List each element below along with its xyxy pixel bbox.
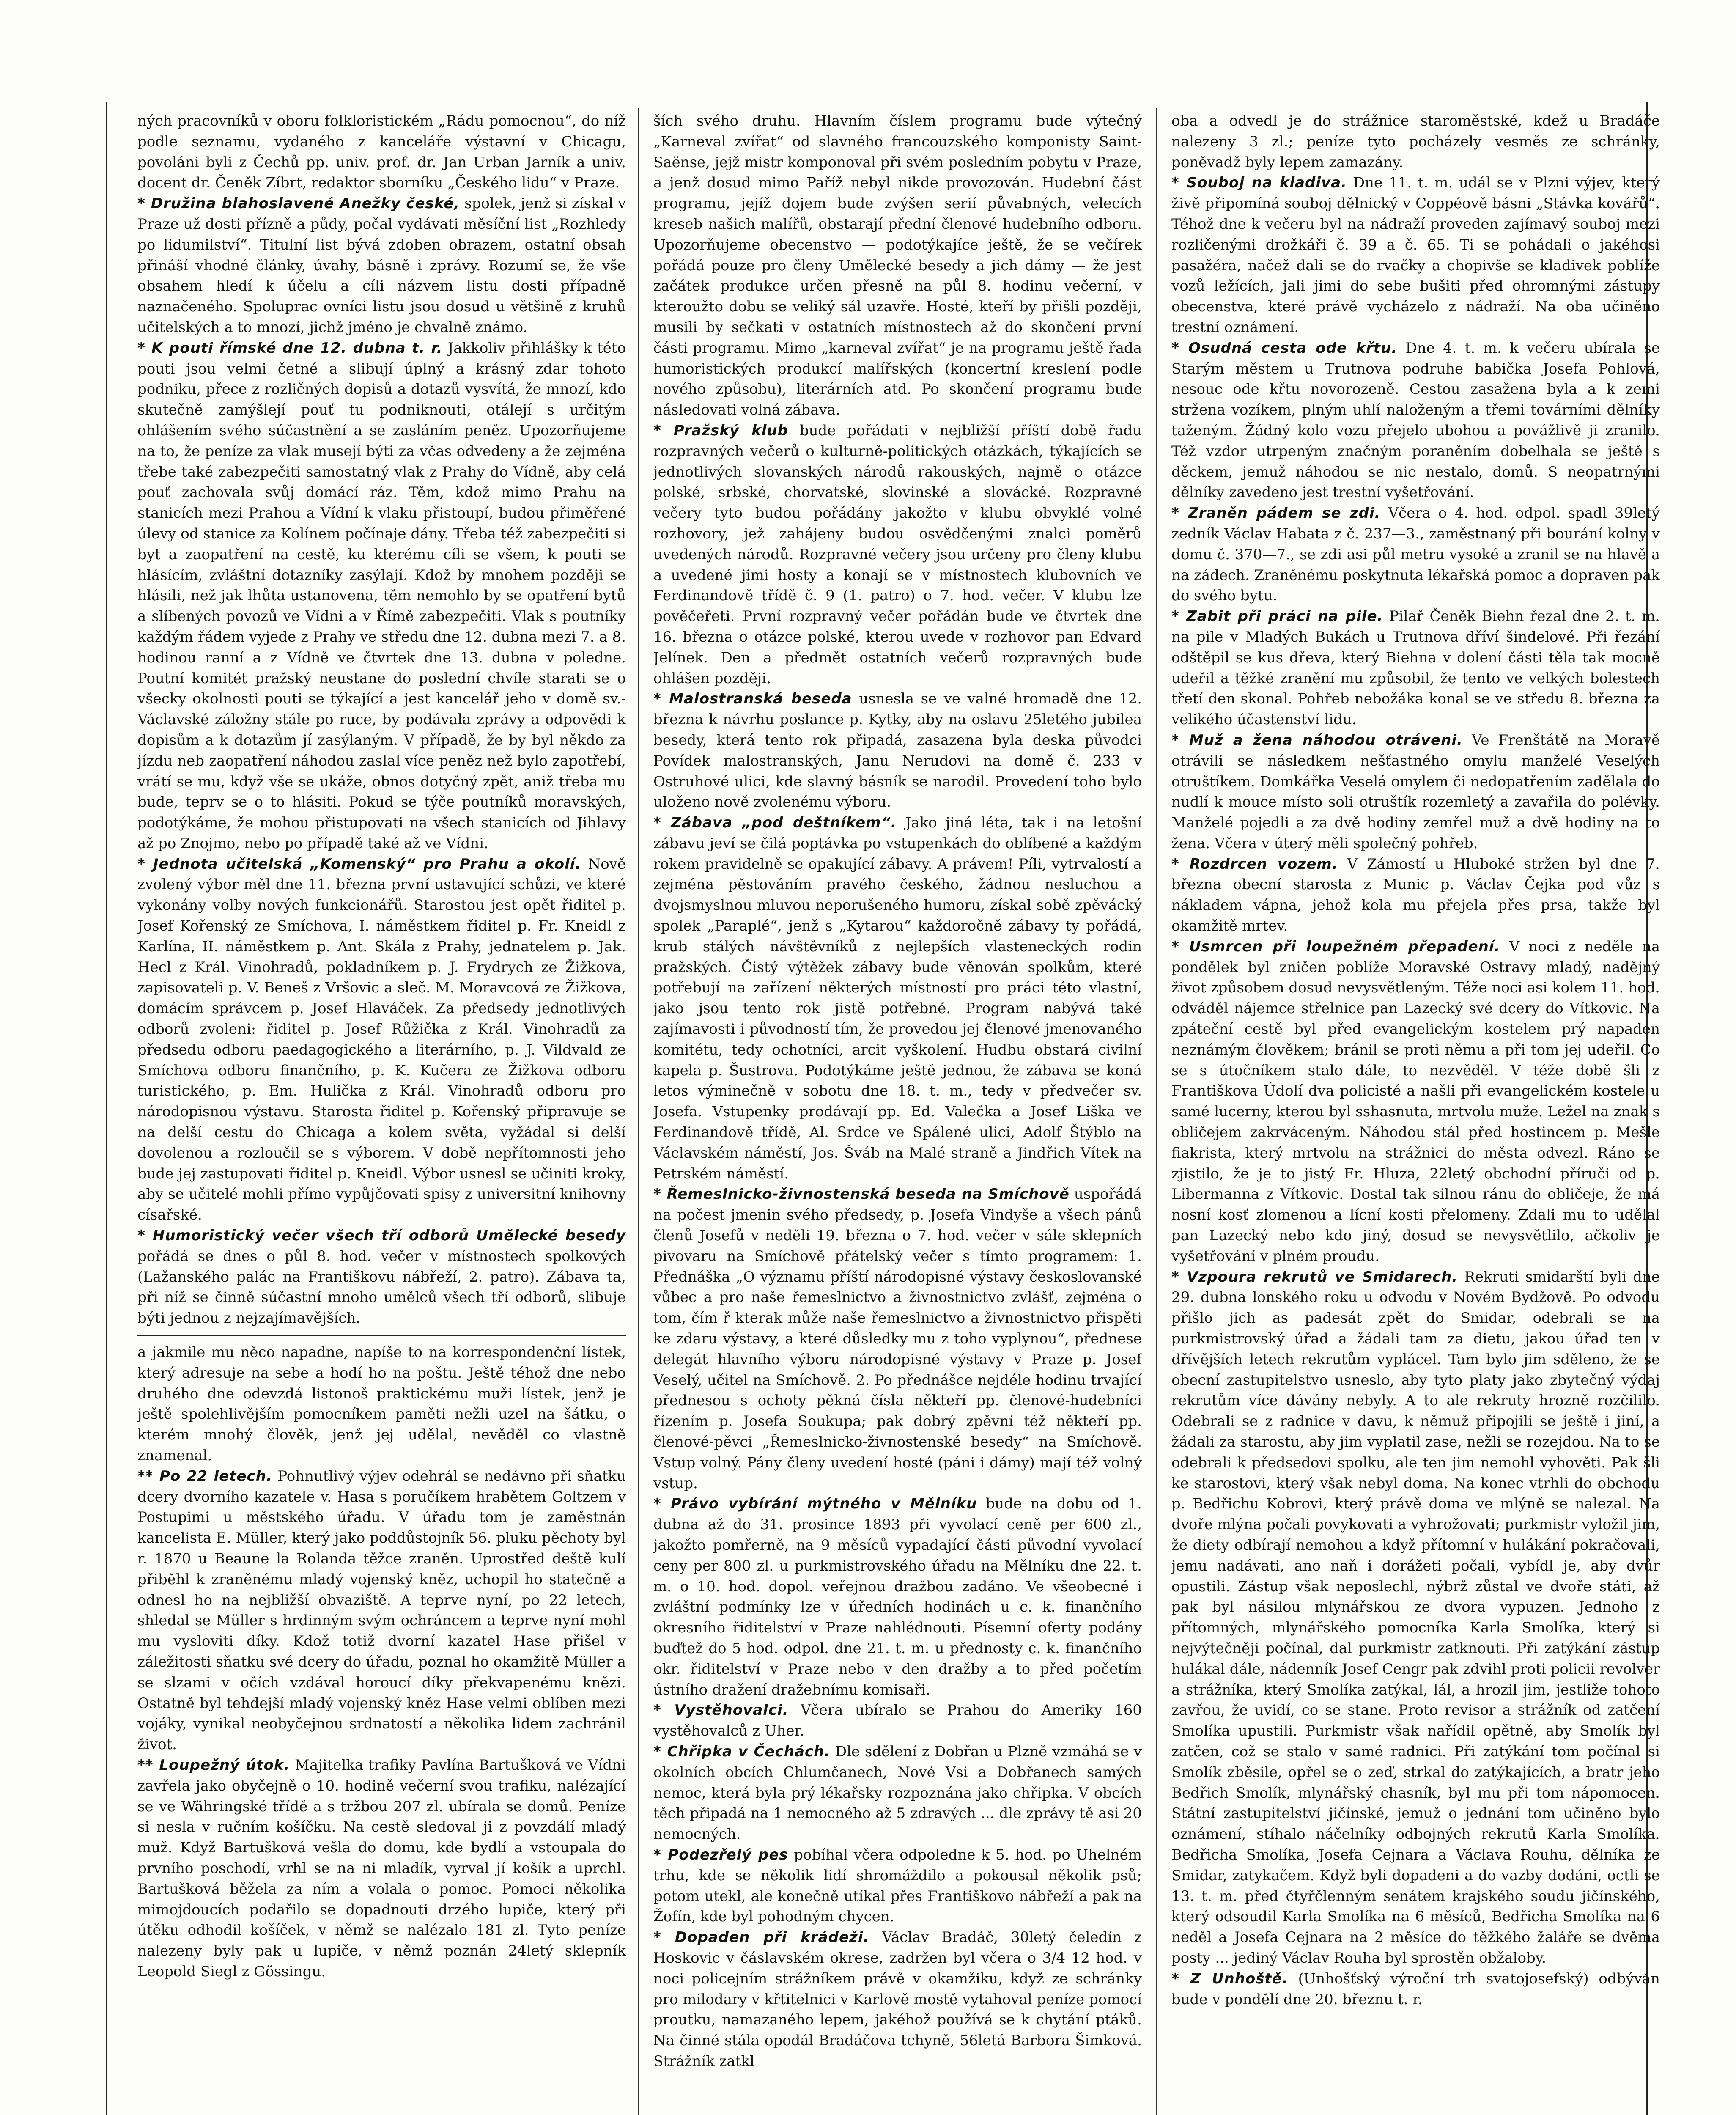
news-text: Včera o 4. hod. odpol. spadl 39letý zedník Václav Habata z č. 237—3., zaměstnaný při bourání kolny v domu č. 370—7., se zdi asi půl metru vysoké a zranil se na hlavě a na zádech. Zraněnému poskytnuta lékařská pomoc a dopraven pak do svého bytu. — [1171, 505, 1660, 604]
news-headline: * Dopaden při krádeži. — [653, 1929, 869, 1946]
news-headline: * Malostranská beseda — [653, 690, 852, 708]
news-text: uspořádá na počest jmenin svého předsedy, p. Josefa Vindyše a všech pánů členů Josefů v neděli 19. března o 7. hod. večer v sále sklepních pivovaru na Smíchově přátelský večer s tímto programem: 1. Přednáška „O významu příští národopisné výstavy českoslovanské vůbec a pro naše řemeslnictvo a živnostnictvo zvlášť, zejména o tom, čím ř kterak může naše řemeslnictvo a živnostnictvo přispěti ke zdaru výstavy, a které důsledky mu z toho vyplynou“, přednese delegát hlavního výboru národopisné výstavy v Praze p. Josef Veselý, učitel na Smíchově. 2. Po přednášce nejdéle hodinu trvající přednesou s ochoty pěkná čísla někteří pp. členové-hudebníci řízením p. Josefa Soukupa; pak dobrý zpěvní též někteří pp. členové-pěvci „Řemeslnicko-živnostenské besedy“ na Smíchově. Vstup volný. Pány členy uvedení hosté (páni i dámy) mají též volný vstup. — [653, 1186, 1142, 1492]
news-text: ných pracovníků v oboru folkloristickém „Rádu pomocnou“, do níž podle seznamu, vydaného z kanceláře výstavní v Chicagu, povoláni byli z Čechů pp. univ. prof. dr. Jan Urban Jarník a univ. docent dr. Čeněk Zíbrt, redaktor sborníku „Českého lidu“ v Praze. — [137, 113, 626, 192]
news-text: ších svého druhu. Hlavním číslem programu bude výtečný „Karneval zvířat“ od slavného francouzského komponisty Saint-Saënse, jejž mistr komponoval při svém posledním pobytu v Praze, a jenž dosud mimo Paříž nebyl nikde provozován. Hudební část programu, jejíž dojem bude zvýšen serií půvabných, velecích kreseb našich malířů, obstarají přední členové hudebního odboru. Upozorňujeme obecenstvo — podotýkajíce ještě, že se večírek pořádá pouze pro členy Umělecké besedy a jich dámy — že jest začátek produkce určen přesně na půl 8. hodinu večerní, v kteroužto dobu se veliký sál uzavře. Hosté, kteří by přišli později, musili by sečkati v ostatních místnostech až do skončení první části programu. Mimo „karneval zvířat“ je na programu ještě řada humoristických produkcí malířských (koncertní kreslení podle nového způsobu), literárních atd. Po skončení programu bude následovati volná zábava. — [653, 113, 1142, 419]
column-1 — [137, 111, 626, 2115]
news-text: a jakmile mu něco napadne, napíše to na korrespondenční lístek, který adresuje na sebe a hodí ho na poštu. Ještě téhož dne nebo druhého dne odevzdá listonoš praktickému muži lístek, jenž je ještě spolehlivějším pomocníkem paměti nežli uzel na šátku, o kterém mnohý člověk, jenž jej udělal, nevěděl co vlastně znamenal. — [137, 1344, 626, 1464]
section-separator — [137, 1335, 626, 1336]
news-item — [1171, 1267, 1660, 1969]
news-item — [653, 1184, 1142, 1494]
column-3 — [1171, 111, 1660, 2115]
article-block — [137, 1342, 626, 1982]
news-item — [1171, 730, 1660, 854]
news-item — [653, 111, 1142, 420]
news-headline: * Podezřelý pes — [653, 1846, 788, 1863]
news-item — [137, 854, 626, 1225]
news-headline: * Muž a žena náhodou otráveni. — [1171, 731, 1463, 749]
news-text: pořádá se dnes o půl 8. hod. večer v místnostech spolkových (Lažanského palác na Františkovu nábřeží, 2. patro). Zábava ta, při níž se činně súčastní mnoho umělců všech tří odborů, slibuje býti jednou z nejzajímavějších. — [137, 1247, 626, 1327]
news-item — [137, 1755, 626, 1982]
news-headline: * Zraněn pádem se zdi. — [1171, 505, 1381, 522]
news-text: Václav Bradáč, 30letý čeledín z Hoskovic v čáslavském okrese, zadržen byl včera o 3/4 12 hod. v noci policejním strážníkem právě v okamžiku, když ze schránky pro milodary v křtitelnici v Karlově mostě vytahoval peníze pomocí proutku, namazaného lepem, jakéhož používá se k chytání ptáků. Na činné stála opodál Bradáčova tchyně, 56letá Barbora Šimková. Strážník zatkl — [653, 1929, 1142, 2070]
news-text: Pohnutlivý výjev odehrál se nedávno při sňatku dcery dvorního kazatele v. Hasa s poručíkem hrabětem Goltzem v Postupimi u městského úřadu. V úřadu tom je zaměstnán kancelista E. Müller, který jako poddůstojník 56. pluku pěchoty byl r. 1870 u Beaune la Rolanda těžce zraněn. Uprostřed deště kulí přiběhl k zraněnému mladý vojenský kněz, uchopil ho statečně a odnesl ho na nejbližší obvaziště. A teprve nyní, po 22 letech, shledal se Müller s hrdinným svým ochráncem a teprve nyní mohl mu vysloviti díky. Kdož totiž dvorní kazatel Hase přišel v záležitosti sňatku své dcery do úřadu, poznal ho okamžitě Müller a se slzami v očích vzdával horoucí díky překvapenému knězi. Ostatně byl tehdejší mladý vojenský kněz Hase velmi oblíben mezi vojáky, vynikal neobyčejnou srdnatostí a několika lidem zachránil život. — [137, 1467, 626, 1753]
news-headline: * Vystěhovalci. — [653, 1702, 789, 1719]
news-item — [1171, 1969, 1660, 2010]
news-item — [137, 1466, 626, 1755]
news-headline: * Osudná cesta ode křtu. — [1171, 339, 1398, 357]
news-text: Pilař Čeněk Biehn řezal dne 2. t. m. na pile v Mladých Bukách u Trutnova dříví šindelové. Při řezání odštěpil se kus dřeva, který Biehna v dolení části těla tak mocně udeřil a těžké zranění mu způsobil, že tento ve velkých bolestech třetí den skonal. Pohřeb nebožáka konal se ve středu 8. března za velikého účastenství lidu. — [1171, 608, 1660, 728]
news-item — [653, 1494, 1142, 1700]
news-headline: * Humoristický večer všech tří odborů Umělecké besedy — [137, 1227, 626, 1244]
news-item — [137, 338, 626, 854]
news-item — [653, 813, 1142, 1184]
news-text: Ve Frenštátě na Moravě otrávili se následkem nešťastného omylu manželé Veselých otruštíkem. Domkářka Veselá omylem či nedopatřením zadělala do nudlí k mouce místo soli otruštík rozemletý a zavařila do polévky. Manželé pojedli a za dvě hodiny zemřel muž a dvě hodiny na to žena. Včera v úterý měli společný pohřeb. — [1171, 731, 1660, 852]
news-text: Dne 11. t. m. udál se v Plzni výjev, který živě připomíná souboj dělnický v Coppéově básni „Stávka kovářů“. Téhož dne k večeru byl na nádraží proveden zajímavý souboj mezi rozličenými drožkáři č. 39 a č. 65. Ti se pohádali o jakéhosi pasažéra, načež dali se do rvačky a chopivše se kladivek poblíže vozů ležících, jali jimi do sebe bušiti před ohromnými zástupy obecenstva, které právě vycházelo z nádraží. Na oba učiněno trestní oznámení. — [1171, 174, 1660, 336]
news-text: bude pořádati v nejbližší příští době řadu rozpravných večerů o kulturně-politických otázkách, týkajících se jednotlivých slovanských národů rakouských, najmě o otázce polské, srbské, chorvatské, slovinské a slovácké. Rozpravné večery tyto budou pořádány jakožto v klubu obvyklé volné rozhovory, jež zahájeny budou osvědčenými znalci poměrů uvedených národů. Rozpravné večery jsou určeny pro členy klubu a uvedené jimi hosty a konají se v místnostech klubovních ve Ferdinandově třídě č. 9 (1. patro) o 7. hod. večer. V klubu lze pověčeřeti. První rozpravný večer pořádán bude ve čtvrtek dne 16. března o otázce polské, kterou uvede v rozhovor pan Edvard Jelínek. Den a předmět ostatních večerů rozpravných bude ohlášen později. — [653, 422, 1142, 687]
news-item — [1171, 937, 1660, 1267]
news-text: Nově zvolený výbor měl dne 11. března první ustavující schůzi, ve které vykonány volby nových funkcionářů. Starostou jest opět řiditel p. Josef Kořenský ze Smíchova, I. náměstkem řiditel p. Fr. Kneidl z Karlína, II. náměstkem p. Ant. Skála z Prahy, jednatelem p. Jak. Hecl z Král. Vinohradů, pokladníkem p. J. Frydrych ze Žižkova, zapisovateli p. V. Beneš z Vršovic a sleč. M. Moravcová ze Žižkova, domácím správcem p. Josef Hlaváček. Za předsedy jednotlivých odborů zvoleni: řiditel p. Josef Růžička z Král. Vinohradů za předsedu odboru paedagogického a literárního, p. J. Vildvald ze Smíchova odboru finančního, p. K. Kučera ze Žižkova odboru turistického, p. Em. Hulička z Král. Vinohradů odboru pro národopisnou výstavu. Starosta řiditel p. Kořenský připravuje se na delší cestu do Chicaga a kolem světa, vyžádal si delší dovolenou a rozloučil se s výborem. V době nepřítomnosti jeho bude jej zastupovati řiditel p. Kneidl. Výbor usnesl se učiniti kroky, aby se učitelé mohli přímo vypůjčovati spisy z universitní knihovny císařské. — [137, 855, 626, 1224]
news-text: V Zámostí u Hluboké stržen byl dne 7. března obecní starosta z Munic p. Václav Čejka pod vůz s nákladem vápna, jehož kola mu přejela přes prsa, takže byl okamžitě mrtev. — [1171, 855, 1660, 935]
news-item — [653, 420, 1142, 689]
news-headline: * K pouti římské dne 12. dubna t. r. — [137, 339, 443, 357]
news-item — [137, 193, 626, 338]
news-text: Včera ubíralo se Prahou do Ameriky 160 vystěhovalců z Uher. — [653, 1702, 1142, 1740]
news-headline: * Jednota učitelská „Komenský“ pro Prahu a okolí. — [137, 855, 581, 873]
news-headline: ** Po 22 letech. — [137, 1467, 272, 1485]
news-headline: * Řemeslnicko-živnostenská beseda na Smíchově — [653, 1186, 1070, 1203]
column-divider — [1156, 108, 1157, 2115]
news-text: Dne 4. t. m. k večeru ubírala se Starým městem u Trutnova podruhe babička Josefa Pohlová, nesouc ode křtu novorozeně. Cestou zasažena byla a k zemi stržena vozíkem, plným uhlí naloženým a třemi továrními dělníky taženým. Žádný kolo vozu přejelo ubohou a povážlivě ji zranilo. Též vzdor utrpeným značným poraněním dobelhala se ještě s děckem, jemuž náhodou se nic nestalo, domů. S neopatrnými dělníky zavedeno jest trestní vyšetřování. — [1171, 339, 1660, 501]
news-item — [137, 111, 626, 193]
news-item — [653, 1927, 1142, 2072]
news-item — [653, 1700, 1142, 1741]
news-text: Dle sdělení z Dobřan u Plzně vzmáhá se v okolních obcích Chlumčanech, Nové Vsi a Dobřanech samých nemoc, která byla prý lékařsky rozpoznána jako chřipka. V obcích těch připadá na 1 nemocného až 5 zdravých ... dle zprávy tě asi 20 nemocných. — [653, 1743, 1142, 1843]
news-item — [653, 1741, 1142, 1845]
news-item — [1171, 338, 1660, 503]
news-headline: * Družina blahoslavené Anežky české, — [137, 195, 460, 212]
news-text: Jakkoliv přihlášky k této pouti jsou velmi četné a slibují úplný a krásný zdar tohoto podniku, přece z rozličných dopisů a dotazů vysvítá, že mnozí, kdo skutečně zamýšlejí pouť tu podniknouti, otálejí s určitým ohlášením svého súčastnění a se zasláním peněz. Upozorňujeme na to, že peníze za vlak musejí býti za včas odvedeny a že zejména třebe také zabezpečiti samostatný vlak z Prahy do Vídně, aby celá pouť zachovala svůj domácí ráz. Těm, kdož mimo Prahu na stanicích mezi Prahou a Vídní k vlaku přistoupí, budou přiměřené úlevy od stanice za Kolínem počínaje dány. Třeba též zabezpečiti si byt a zaopatření na cestě, ku kterému cíli se všem, k pouti se hlásícím, zvláštní dotazníky zasýlají. Kdož by mnohem později se hlásili, než jak lhůta ustanovena, těm nemohlo by se opatření bytů a slíbených povozů ve Vídni a v Římě zabezpečiti. Vlak s poutníky každým řádem vyjede z Prahy ve středu dne 12. dubna mezi 7. a 8. hodinou ranní a z Vídně ve čtvrtek dne 13. dubna v poledne. Poutní komitét pražský neustane do poslední chvíle starati se o všecky okolnosti pouti se týkající a jest kancelář jeho v domě sv.-Václavské záložny stále po ruce, by podávala zprávy a odpovědi k dopisům a k dotazům jí zasýlaným. V případě, že by byl někdo za jízdu neb zaopatření náhodou zaslal více peněz než bylo zapotřebí, vrátí se mu, když vše se ukáže, obnos dotyčný zpět, aniž třeba mu bude, teprv se o to hlásiti. Pokud se týče poutníků moravských, podotýkáme, že mohou přistupovati na všech stanicích od Jihlavy až po Znojmo, nebo po případě také až ve Vídni. — [137, 339, 626, 852]
news-item — [1171, 503, 1660, 606]
news-text: spolek, jenž si získal v Praze už dosti přízně a půdy, počal vydávati měsíční list „Rozhledy po lidumilství“. Titulní list bývá zdoben obrazem, ostatní obsah přináší vhodné články, úvahy, básně i zprávy. Rozumí se, že vše obsahem hledí k účelu a cíli názvem listu dosti případně naznačeného. Spoluprac ovníci listu jsou dosud u většině z kruhů učitelských a to mnozí, jichž jméno je chvalně známo. — [137, 195, 626, 336]
news-item — [653, 1845, 1142, 1927]
news-headline: * Zabit při práci na pile. — [1171, 608, 1383, 625]
news-headline: * Pražský klub — [653, 422, 788, 439]
news-text: oba a odvedl je do strážnice staroměstské, kdež u Bradáče nalezeny 3 zl.; peníze tyto pocházely vesměs ze schránky, poněvadž byly lepem zamazány. — [1171, 113, 1660, 171]
news-text: pobíhal včera odpoledne k 5. hod. po Uhelném trhu, kde se několik lidí shromáždilo a pokousal několik psů; potom utekl, ale konečně utíkal přes Františkovo nábřeží a pak na Žofín, kde byl pohodným chycen. — [653, 1846, 1142, 1925]
article-block — [1171, 111, 1660, 2010]
news-text: usnesla se ve valné hromadě dne 12. března k návrhu poslance p. Kytky, aby na oslavu 25letého jubilea besedy, která tento rok připadá, zasazena byla deska původci Povídek malostranských, Janu Nerudovi na domě č. 233 v Ostruhové ulici, kde slavný básník se narodil. Provedení toho bylo uloženo nově zvolenému výboru. — [653, 690, 1142, 811]
news-headline: * Vzpoura rekrutů ve Smidarech. — [1171, 1268, 1458, 1285]
news-item — [137, 1342, 626, 1466]
news-headline: * Chřipka v Čechách. — [653, 1743, 831, 1760]
news-item — [1171, 854, 1660, 937]
column-2 — [653, 111, 1142, 2115]
article-block — [137, 111, 626, 1329]
news-text: V noci z neděle na pondělek byl zničen poblíže Moravské Ostravy mladý, nadějný život způsobem dosud nevysvětleným. Téže noci asi kolem 11. hod. odváděl nájemce střelnice pan Lazecký své dcery do Vítkovic. Na zpáteční cestě byl před evangelickým kostelem prý napaden neznámým člověkem; bránil se proti němu a při tom jej udeřil. Co se s útočníkem stalo dále, to nezvěděl. V téže době šli z Františkova Údolí dva policisté a našli při evangelickém kostele u samé lucerny, kterou byl sshasnuta, mrtvolu muže. Ležel na znak s obličejem zakrváceným. Náhodou stál před hostincem p. Mešle fiakrista, který mrtvolu na strážnici do města odvezl. Ráno se zjistilo, že je to jistý Fr. Hluza, 22letý obchodní příruči od p. Libermanna z Vítkovic. Dostal tak silnou ránu do obličeje, že má nosní kosť zlomenou a lícní kosti přelomeny. Zdali mu to udělal pan Lazecký nebo kdo jiný, dosud se nevysvětlilo, ačkoliv je vyšetřování v plném proudu. — [1171, 938, 1660, 1265]
news-headline: * Z Unhoště. — [1171, 1970, 1288, 1987]
news-headline: ** Loupežný útok. — [137, 1756, 290, 1774]
news-headline: * Rozdrcen vozem. — [1171, 855, 1338, 873]
news-headline: * Právo vybírání mýtného v Mělníku — [653, 1495, 977, 1513]
news-text: Rekruti smidarští byli dne 29. dubna lonského roku u odvodu v Novém Bydžově. Po odvodu přišlo jich as padesát zpět do Smidar, odebrali se na purkmistrovský úřad a žádali tam za dietu, jakou úřad ten v dřívějších letech rekrutům vyplácel. Tam bylo jim sděleno, že se obecní zastupitelstvo usneslo, aby tyto platy jako zbytečný výdaj rekrutům více dávány nebyly. A to ale rekruty hrozně rozčililo. Odebrali se z radnice v davu, k němuž připojili se ještě i jiní, a žádali za starostu, aby jim vyplatil zase, nežli se rozejdou. Na to se odebrali k předsedovi spolku, ale ten jim nemohl vyhověti. Pak šli ke starostovi, který však nebyl doma. Na konec vtrhli do obchodu p. Bedřichu Kobrovi, který právě doma ve mlýně se nalezal. Na dvoře mlýna počali povykovati a vyhrožovati; purkmistr vyložil jim, že diety odbírají nemohou a když přítomní v hulákání pokračovali, jemu nadávati, ano naň i dorážeti počali, vybídl je, aby dvůr opustili. Zástup však neposlechl, nýbrž zůstal ve dvoře státi, až pak byl násilou mlynářskou ze dvora vypuzen. Jednoho z přítomných, mlynářského pomocníka Karla Smolíka, který si nejvýtečněji počínal, dal purkmistr zatknouti. Při zatýkání zástup hulákal dále, nádenník Josef Cengr pak zdvihl proti policii revolver a strážníka, který Smolíka zatýkal, lál, a hrozil jim, jestliže tohoto zavřou, že uvidí, co se stane. Proto revisor a strážník od zatčení Smolíka upustili. Purkmistr však nařídil opětně, aby Smolík byl zatčen, což se stalo v samé radnici. Při zatýkání tom počínal si Smolík zběsile, opřel se o zeď, strkal do zatýkajících, a bratr jeho Bedřich Smolík, mlynářský chasník, byl mu při tom nápomocen. Státní zastupitelství jičínské, jemuž o jednání tom učiněno bylo oznámení, stíhalo náčelníky odbojných rekrutů Karla Smolíka. Bedřicha Smolíka, Josefa Cejnara a Václava Rouhu, dělníka ze Smidar, zatykačem. Když byli dopadeni a do vazby dodáni, octli se 13. t. m. před čtyřčlenným senátem krajského soudu jičínského, který odsoudil Karla Smolíka na 6 měsíců, Bedřicha Smolíka na 6 neděl a Josefa Cejnara na 2 měsíce do těžkého žaláře se dvěma posty ... jediný Václav Rouha byl sprostěn obžaloby. — [1171, 1268, 1660, 1967]
news-text: Jako jiná léta, tak i na letošní zábavu jeví se čilá poptávka po vstupenkách do oblíbené a každým rokem pravidelně se opakující zábavy. A právem! Píli, vytrvalostí a zejména pěstováním pravého českého, žádnou nesluchou a dvojsmyslnou mluvou neporušeného humoru, získal sobě zpěvácký spolek „Paraplé“, jenž s „Kytarou“ každoročně zábavy ty pořádá, krub stálých návštěvníků z nejlepších vlasteneckých rodin pražských. Čistý výtěžek zábavy bude věnován spolkům, které potřebují na zařízení některých místností pro práci této vlastní, jako jsou tento rok jistě potřebné. Program nabývá také zajímavosti i původností tím, že provedou jej členové jmenovaného komitétu, tedy ochotníci, arcit vyškolení. Hudbu obstará civilní kapela p. Šustrova. Podotýkáme ještě jednou, že zábava se koná letos výminečně v sobotu dne 18. t. m., tedy v předvečer sv. Josefa. Vstupenky prodávají pp. Ed. Valečka a Josef Liška ve Ferdinandově třídě, Al. Srdce ve Spálené ulici, Adolf Štýblo na Václavském náměstí, Jos. Šváb na Malé straně a Jindřich Vítek na Petrském náměstí. — [653, 814, 1142, 1182]
news-item — [653, 689, 1142, 813]
news-text: (Unhošťský výroční trh svatojosefský) odbýván bude v pondělí dne 20. březnu t. r. — [1171, 1970, 1660, 2008]
news-item — [1171, 111, 1660, 173]
news-item — [1171, 173, 1660, 338]
news-item — [1171, 606, 1660, 730]
news-text: Majitelka trafiky Pavlína Bartušková ve Vídni zavřela jako obyčejně o 10. hodině večerní svou trafiku, nalézající se ve Währingské třídě a s tržbou 207 zl. ubírala se domů. Peníze si nesla v ručním košíčku. Na cestě sledoval ji z povzdálí mladý muž. Když Bartušková vešla do domu, kde bydlí a vstoupala do prvního poschodí, vrhl se na ni mladík, vyrval jí košík a uprchl. Bartušková běžela za ním a volala o pomoc. Pomoci několika mimojdoucích podařilo se dopadnouti drzého lupiče, který při útěku odhodil košíček, v němž se nalézalo 181 zl. Tyto peníze nalezeny byly pak u lupiče, v němž poznán 24letý sklepník Leopold Siegl z Gössingu. — [137, 1756, 626, 1980]
news-headline: * Souboj na kladiva. — [1171, 174, 1347, 192]
news-headline: * Usmrcen při loupežném přepadení. — [1171, 938, 1500, 955]
news-item — [137, 1225, 626, 1329]
article-block — [653, 111, 1142, 2072]
column-divider — [638, 108, 639, 2115]
news-text: bude na dobu od 1. dubna až do 31. prosince 1893 při vyvolací ceně per 600 zl., jakožto pomřerně, na 9 měsíců vypadající části původní vyvolací ceny per 800 zl. u purkmistrovského úřadu na Mělníku dne 22. t. m. o 10. hod. dopol. veřejnou dražbou zadáno. Ve všeobecné i zvláštní podmínky lze v úředních hodinách u c. k. finančního okresního řiditelství v Praze nahlédnouti. Písemní oferty podány buďtež do 5 hod. odpol. dne 21. t. m. u přednosty c. k. finančního okr. řiditelství v Praze nebo v den dražby a to před početím ústního dražení dražebnímu komisaři. — [653, 1495, 1142, 1698]
news-headline: * Zábava „pod deštníkem“. — [653, 814, 897, 832]
